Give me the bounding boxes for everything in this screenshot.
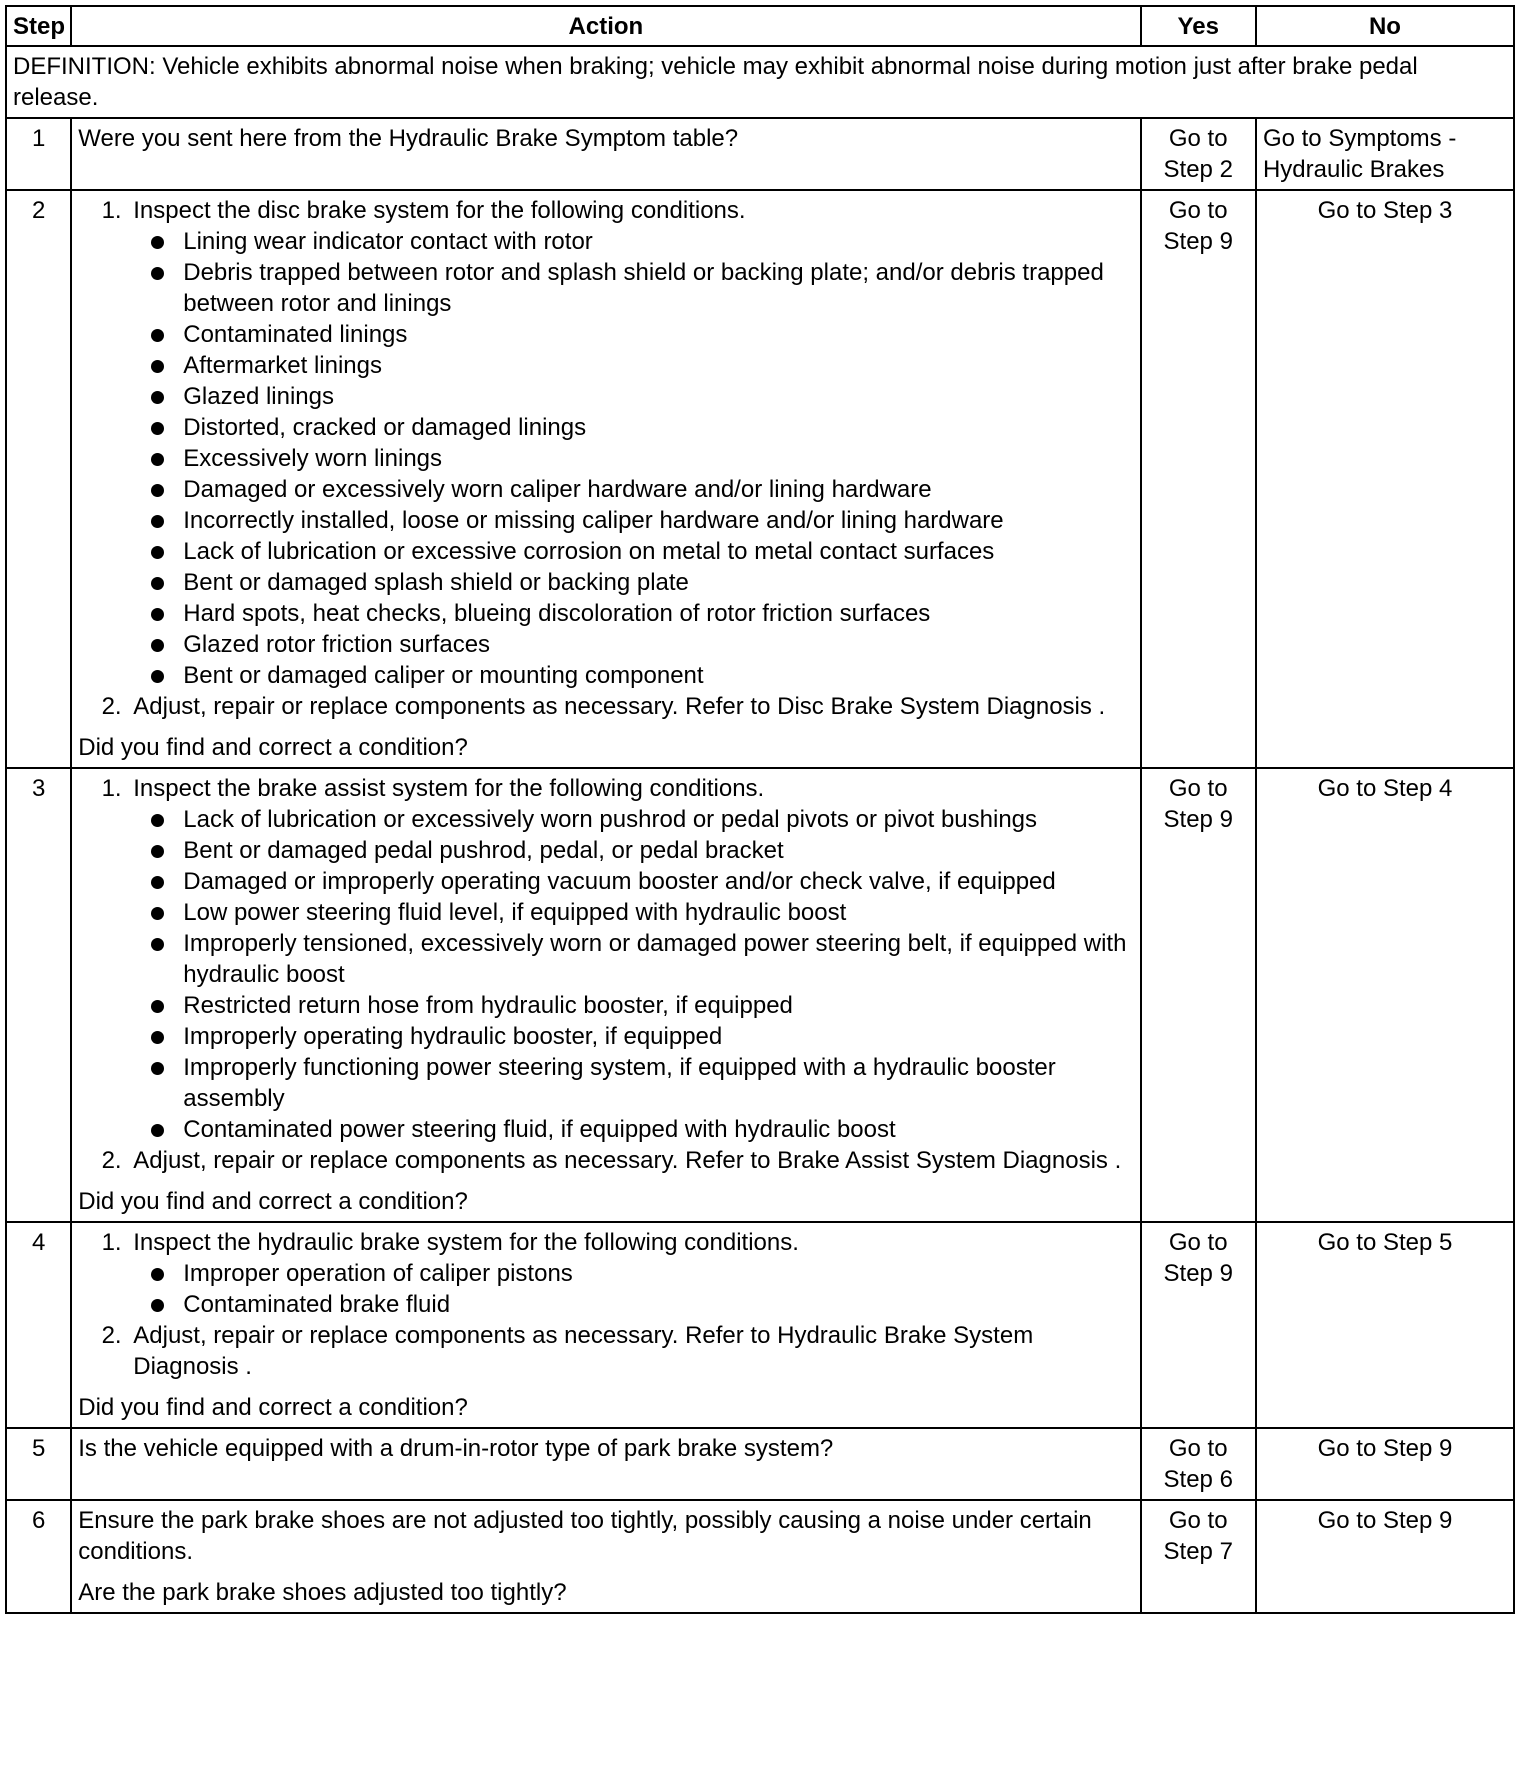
no-cell — [1256, 190, 1514, 768]
header-yes: Yes — [1141, 6, 1256, 46]
list-item: Bent or damaged pedal pushrod, pedal, or pedal bracket — [183, 835, 1133, 866]
yes-cell — [1141, 190, 1256, 768]
list-item: Excessively worn linings — [183, 443, 1133, 474]
list-item: Contaminated linings — [183, 319, 1133, 350]
condition-list — [133, 804, 1133, 1145]
procedure-item: 2. Adjust, repair or replace components as necessary. Refer to Hydraulic Brake System Diagnosis . — [128, 1320, 1133, 1382]
yes-link[interactable]: Go to Step 7 — [1163, 1507, 1233, 1565]
table-row — [6, 190, 1514, 768]
no-link[interactable]: Go to Step 9 — [1317, 1435, 1453, 1462]
header-row — [6, 6, 1514, 46]
action-cell — [71, 768, 1140, 1222]
definition-text: DEFINITION: Vehicle exhibits abnormal noise when braking; vehicle may exhibit abnormal noise during motion just after brake pedal release. — [6, 46, 1514, 118]
question-text: Did you find and correct a condition? — [78, 734, 468, 761]
procedure-item — [128, 773, 1133, 1145]
no-link[interactable]: Go to Symptoms - Hydraulic Brakes — [1262, 125, 1457, 183]
list-item: Improperly functioning power steering system, if equipped with a hydraulic booster assembly — [183, 1052, 1133, 1114]
list-item: Lack of lubrication or excessive corrosion on metal to metal contact surfaces — [183, 536, 1133, 567]
procedure-list — [78, 773, 1133, 1176]
list-item: Incorrectly installed, loose or missing caliper hardware and/or lining hardware — [183, 505, 1133, 536]
inspect-text: Inspect the disc brake system for the following conditions. — [133, 197, 746, 224]
list-item: Aftermarket linings — [183, 350, 1133, 381]
no-link[interactable]: Go to Step 4 — [1317, 775, 1453, 802]
list-item: Bent or damaged caliper or mounting component — [183, 660, 1133, 691]
condition-list — [133, 1258, 1133, 1320]
header-action: Action — [71, 6, 1140, 46]
condition-list — [133, 226, 1133, 691]
list-item: Lining wear indicator contact with rotor — [183, 226, 1133, 257]
step-number: 4 — [6, 1222, 71, 1428]
yes-cell — [1141, 1222, 1256, 1428]
action-text: Were you sent here from the Hydraulic Brake Symptom table? — [71, 118, 1140, 190]
step-number: 1 — [6, 118, 71, 190]
list-item: Restricted return hose from hydraulic booster, if equipped — [183, 990, 1133, 1021]
list-item: Improperly tensioned, excessively worn or damaged power steering belt, if equipped with hydraulic boost — [183, 928, 1133, 990]
diagnostic-table — [5, 5, 1515, 1614]
table-row — [6, 1222, 1514, 1428]
inspect-text: Inspect the brake assist system for the following conditions. — [133, 775, 765, 802]
yes-cell — [1141, 768, 1256, 1222]
list-item: Glazed linings — [183, 381, 1133, 412]
list-item: Damaged or improperly operating vacuum booster and/or check valve, if equipped — [183, 866, 1133, 897]
question-text: Did you find and correct a condition? — [78, 1394, 468, 1421]
yes-link[interactable]: Go to Step 2 — [1163, 125, 1233, 183]
yes-cell — [1141, 1500, 1256, 1613]
yes-link[interactable]: Go to Step 9 — [1163, 775, 1233, 833]
yes-link[interactable]: Go to Step 6 — [1163, 1435, 1233, 1493]
procedure-item: 2. Adjust, repair or replace components as necessary. Refer to Disc Brake System Diagnosis . — [128, 691, 1133, 722]
table-row — [6, 1428, 1514, 1500]
no-link[interactable]: Go to Step 3 — [1317, 197, 1453, 224]
step-number: 5 — [6, 1428, 71, 1500]
table-row — [6, 768, 1514, 1222]
action-cell — [71, 1222, 1140, 1428]
no-cell — [1256, 118, 1514, 190]
list-item: Low power steering fluid level, if equipped with hydraulic boost — [183, 897, 1133, 928]
action-text: Is the vehicle equipped with a drum-in-rotor type of park brake system? — [71, 1428, 1140, 1500]
list-item: Debris trapped between rotor and splash shield or backing plate; and/or debris trapped between rotor and linings — [183, 257, 1133, 319]
yes-cell — [1141, 1428, 1256, 1500]
no-cell — [1256, 1500, 1514, 1613]
procedure-item: 2. Adjust, repair or replace components as necessary. Refer to Brake Assist System Diagnosis . — [128, 1145, 1133, 1176]
procedure-item — [128, 195, 1133, 691]
yes-link[interactable]: Go to Step 9 — [1163, 197, 1233, 255]
list-item: Distorted, cracked or damaged linings — [183, 412, 1133, 443]
header-no: No — [1256, 6, 1514, 46]
list-item: Improper operation of caliper pistons — [183, 1258, 1133, 1289]
yes-link[interactable]: Go to Step 9 — [1163, 1229, 1233, 1287]
list-item: Contaminated brake fluid — [183, 1289, 1133, 1320]
action-text: Ensure the park brake shoes are not adjusted too tightly, possibly causing a noise under certain conditions. — [78, 1507, 1092, 1565]
no-link[interactable]: Go to Step 9 — [1317, 1507, 1453, 1534]
table-row — [6, 118, 1514, 190]
list-item: Damaged or excessively worn caliper hardware and/or lining hardware — [183, 474, 1133, 505]
list-item: Contaminated power steering fluid, if equipped with hydraulic boost — [183, 1114, 1133, 1145]
inspect-text: Inspect the hydraulic brake system for the following conditions. — [133, 1229, 799, 1256]
yes-cell — [1141, 118, 1256, 190]
list-item: Bent or damaged splash shield or backing plate — [183, 567, 1133, 598]
no-cell — [1256, 1222, 1514, 1428]
question-text: Did you find and correct a condition? — [78, 1188, 468, 1215]
step-number: 6 — [6, 1500, 71, 1613]
step-number: 3 — [6, 768, 71, 1222]
table-row — [6, 1500, 1514, 1613]
list-item: Improperly operating hydraulic booster, if equipped — [183, 1021, 1133, 1052]
definition-row — [6, 46, 1514, 118]
no-cell — [1256, 1428, 1514, 1500]
no-link[interactable]: Go to Step 5 — [1317, 1229, 1453, 1256]
no-cell — [1256, 768, 1514, 1222]
procedure-list — [78, 1227, 1133, 1382]
question-text: Are the park brake shoes adjusted too tightly? — [78, 1579, 567, 1606]
procedure-item — [128, 1227, 1133, 1320]
list-item: Glazed rotor friction surfaces — [183, 629, 1133, 660]
list-item: Lack of lubrication or excessively worn pushrod or pedal pivots or pivot bushings — [183, 804, 1133, 835]
list-item: Hard spots, heat checks, blueing discoloration of rotor friction surfaces — [183, 598, 1133, 629]
header-step: Step — [6, 6, 71, 46]
action-cell — [71, 1500, 1140, 1613]
procedure-list — [78, 195, 1133, 722]
action-cell — [71, 190, 1140, 768]
step-number: 2 — [6, 190, 71, 768]
